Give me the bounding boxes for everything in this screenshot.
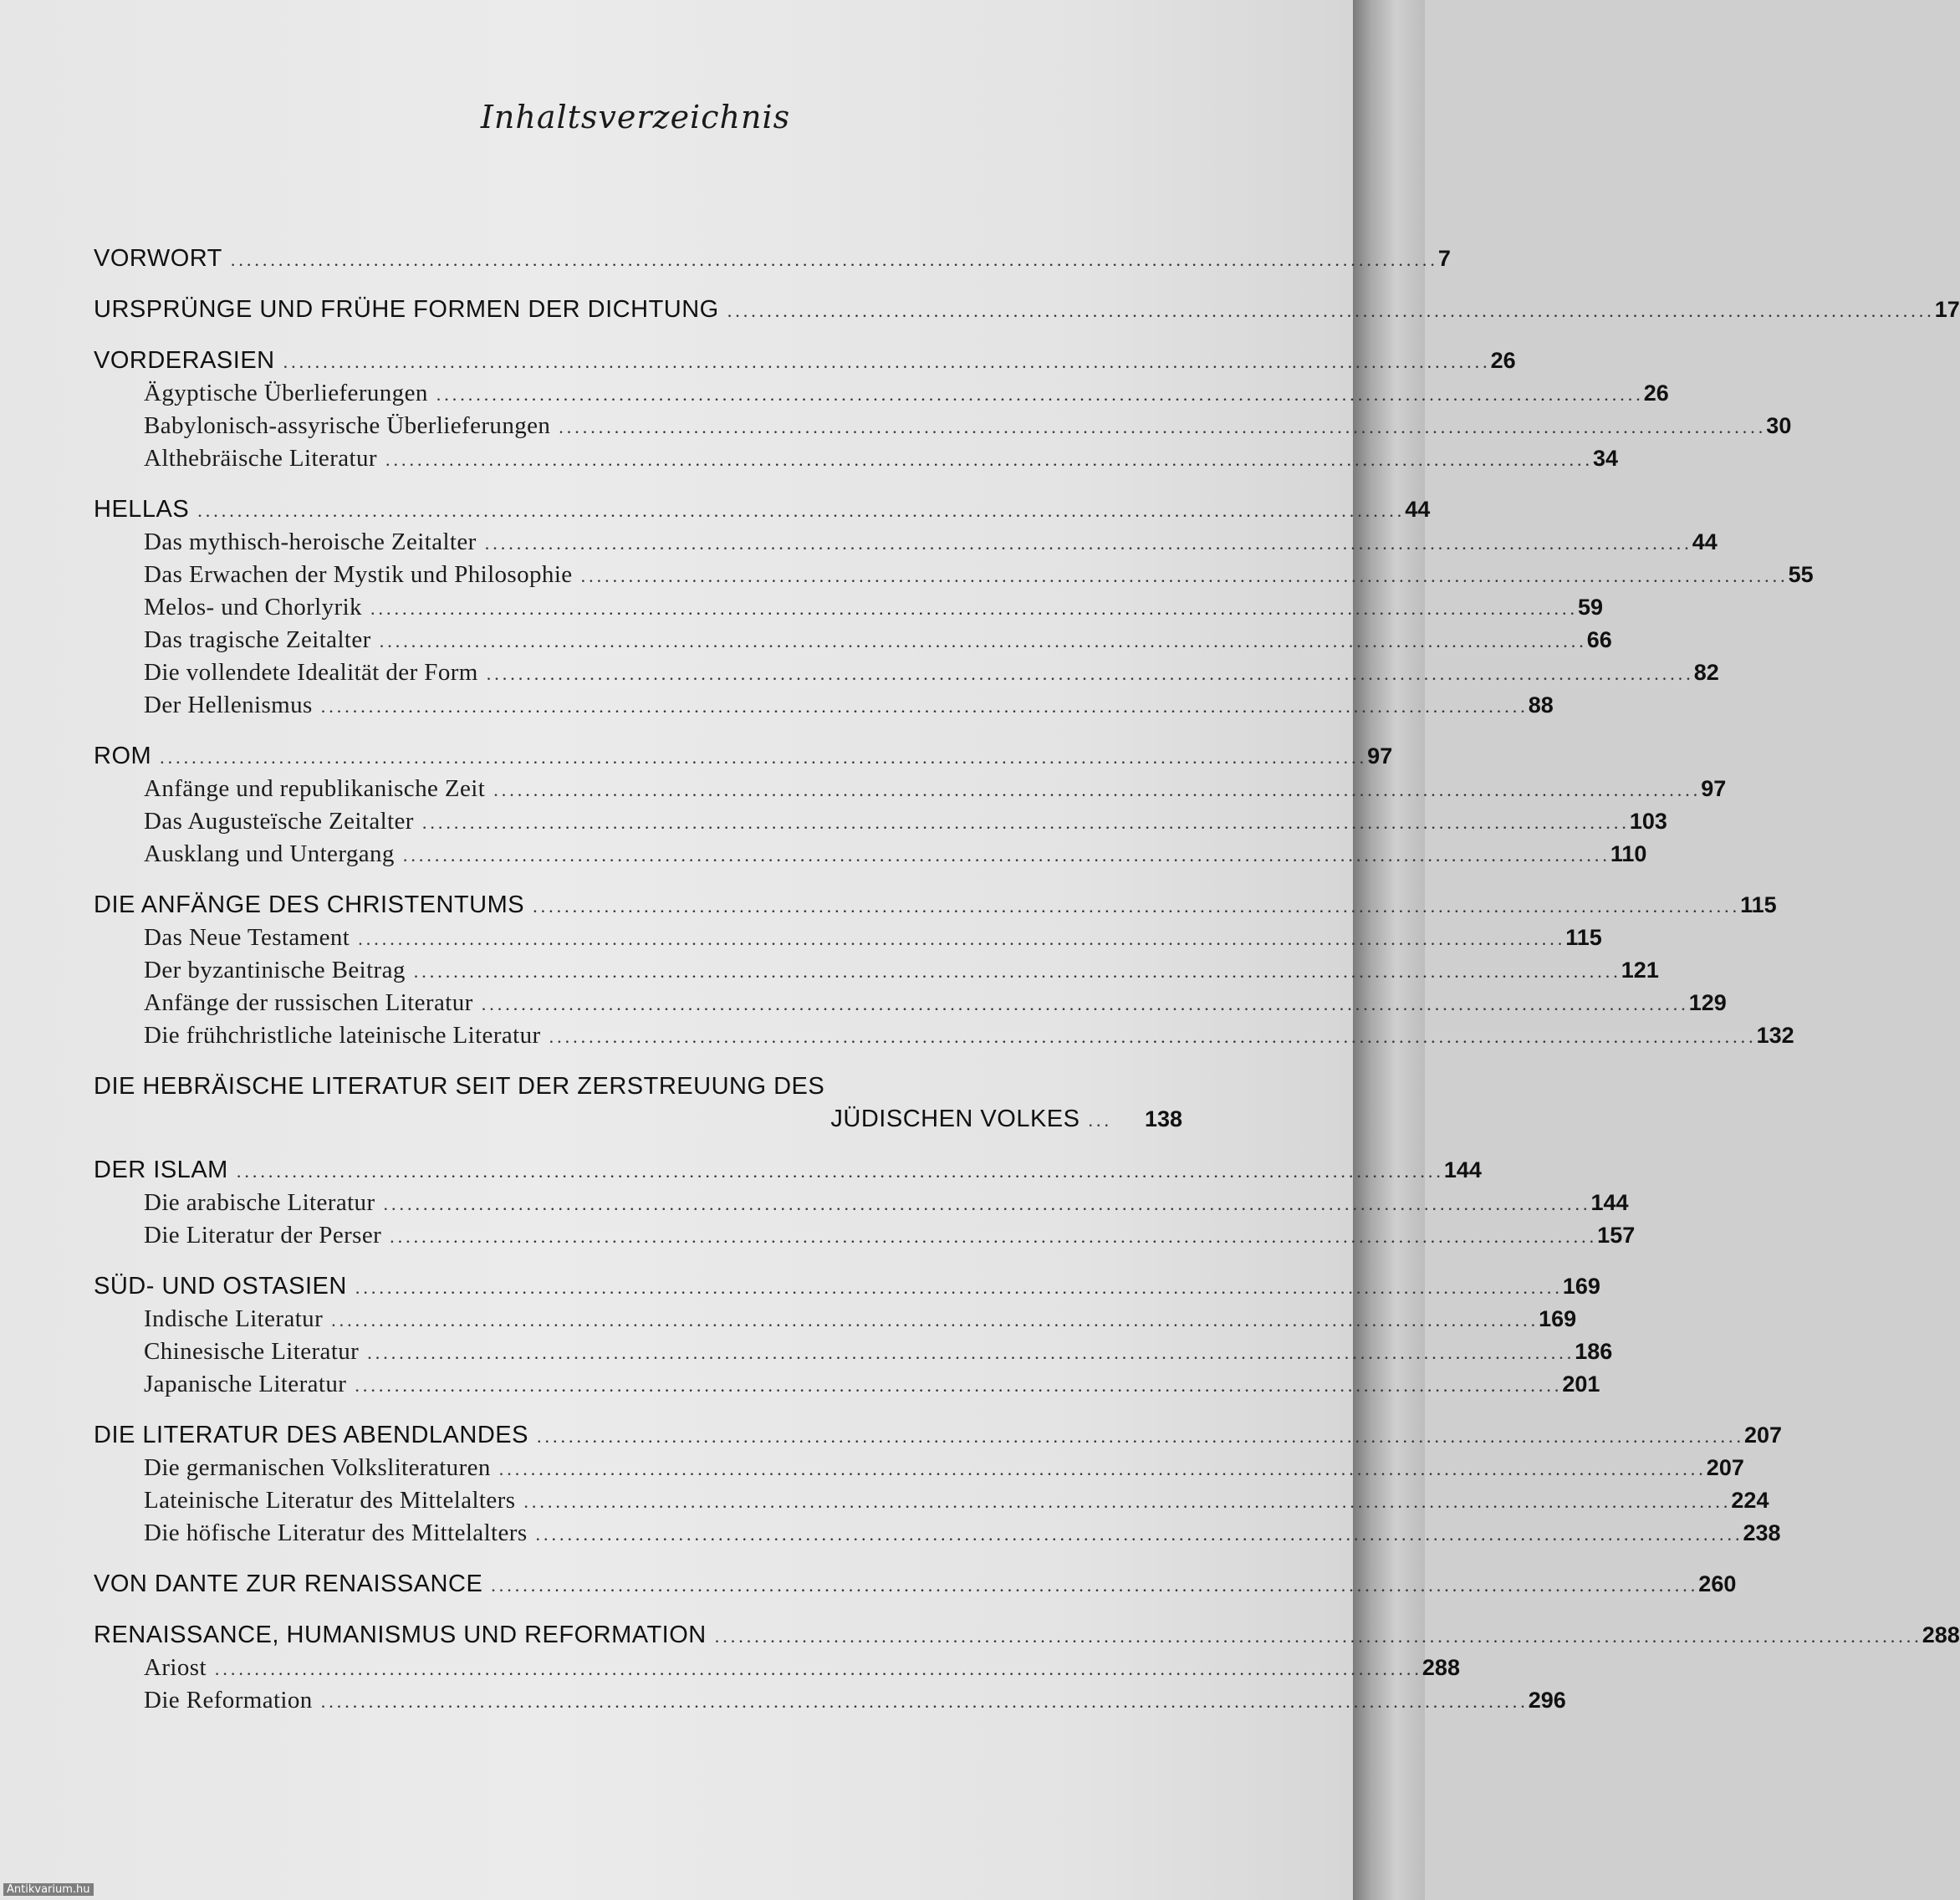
toc-entry bbox=[94, 345, 1516, 377]
dot-leader: ........................................................................................................................................................ bbox=[402, 845, 1610, 866]
subsection-title: Japanische Literatur bbox=[144, 1371, 347, 1397]
toc-section bbox=[94, 740, 1727, 871]
toc-subentry bbox=[94, 1187, 1629, 1219]
section-title: DER ISLAM bbox=[94, 1157, 228, 1183]
page-number: 169 bbox=[1562, 1274, 1600, 1299]
toc-section bbox=[94, 1070, 1182, 1136]
page-number: 26 bbox=[1490, 348, 1516, 373]
dot-leader: ........................................................................................................................................................ bbox=[283, 351, 1491, 372]
dot-leader: ........................................................................................................................................................ bbox=[385, 449, 1593, 470]
page-number: 138 bbox=[1144, 1106, 1182, 1131]
dot-leader: ........................................................................................................................................................ bbox=[160, 747, 1368, 768]
subsection-title: Anfänge der russischen Literatur bbox=[144, 989, 473, 1016]
page-number: 115 bbox=[1565, 925, 1602, 950]
toc-subentry bbox=[94, 591, 1603, 624]
page-number: 17 bbox=[1934, 297, 1960, 322]
page-number: 121 bbox=[1621, 958, 1659, 983]
toc-entry bbox=[94, 889, 1777, 922]
subsection-title: Die Literatur der Perser bbox=[144, 1222, 382, 1249]
toc-subentry bbox=[94, 1652, 1460, 1684]
subsection-title: Babylonisch-assyrische Überlieferungen bbox=[144, 412, 551, 439]
subsection-title: Die vollendete Idealität der Form bbox=[144, 659, 478, 686]
toc-subentry bbox=[94, 410, 1792, 442]
dot-leader: ........................................................................................................................................................ bbox=[331, 1310, 1539, 1331]
toc-entry bbox=[94, 243, 1451, 275]
dot-leader: ........................................................................................................................................................ bbox=[481, 993, 1689, 1014]
dot-leader: ........................................................................................................................................................ bbox=[355, 1277, 1563, 1298]
dot-leader: ........................................................................................................................................................ bbox=[536, 1426, 1744, 1447]
section-title: VORWORT bbox=[94, 245, 222, 272]
toc-section bbox=[94, 493, 1814, 722]
toc-subentry bbox=[94, 838, 1647, 871]
dot-leader: ........................................................................................................................................................ bbox=[491, 1575, 1699, 1596]
subsection-title: Die arabische Literatur bbox=[144, 1189, 375, 1216]
page-number: 132 bbox=[1756, 1023, 1794, 1048]
page-number: 207 bbox=[1706, 1455, 1744, 1480]
subsection-title: Das Augusteïsche Zeitalter bbox=[144, 808, 414, 835]
toc-subentry bbox=[94, 1336, 1613, 1368]
toc-subentry bbox=[94, 1452, 1744, 1484]
page-number: 55 bbox=[1788, 562, 1814, 587]
page-number: 201 bbox=[1562, 1371, 1600, 1397]
dot-leader: ........................................................................................................................................................ bbox=[533, 896, 1741, 917]
table-of-contents bbox=[94, 243, 1960, 1735]
dot-leader: ........................................................................................................................................................ bbox=[320, 696, 1529, 717]
dot-leader: ........................................................................................................................................................ bbox=[535, 1524, 1743, 1545]
toc-subentry bbox=[94, 1517, 1781, 1550]
page-number: 30 bbox=[1766, 413, 1792, 438]
section-title: DIE LITERATUR DES ABENDLANDES bbox=[94, 1422, 528, 1448]
page-number: 103 bbox=[1629, 809, 1667, 834]
subsection-title: Ägyptische Überlieferungen bbox=[144, 380, 428, 406]
dot-leader: ........................................................................................................................................................ bbox=[580, 565, 1789, 586]
subsection-title: Der Hellenismus bbox=[144, 692, 313, 718]
page-number: 144 bbox=[1443, 1157, 1482, 1182]
page-number: 66 bbox=[1586, 627, 1612, 652]
section-title: HELLAS bbox=[94, 496, 190, 523]
subsection-title: Anfänge und republikanische Zeit bbox=[144, 775, 486, 802]
subsection-title: Das Neue Testament bbox=[144, 924, 350, 951]
dot-leader: ........................................................................................................................................................ bbox=[559, 416, 1767, 437]
toc-entry bbox=[94, 740, 1393, 773]
dot-leader: ........................................................................................................................................................ bbox=[390, 1226, 1598, 1247]
page-title: Inhaltsverzeichnis bbox=[480, 99, 791, 135]
toc-section bbox=[94, 345, 1792, 475]
subsection-title: Indische Literatur bbox=[144, 1305, 324, 1332]
toc-subentry bbox=[94, 1303, 1577, 1336]
toc-entry-continuation bbox=[94, 1103, 1182, 1136]
page-number: 157 bbox=[1597, 1223, 1636, 1248]
subsection-title: Ausklang und Untergang bbox=[144, 840, 395, 867]
page-number: 207 bbox=[1743, 1422, 1783, 1448]
toc-section bbox=[94, 294, 1960, 326]
page-number: 296 bbox=[1528, 1688, 1566, 1713]
page-number: 115 bbox=[1740, 892, 1777, 917]
page-number: 7 bbox=[1437, 246, 1451, 271]
toc-subentry bbox=[94, 526, 1718, 559]
toc-section bbox=[94, 243, 1451, 275]
toc-subentry bbox=[94, 377, 1669, 410]
page-number: 238 bbox=[1743, 1520, 1781, 1545]
dot-leader: ........................................................................................................................................................ bbox=[421, 812, 1630, 833]
toc-section bbox=[94, 1568, 1737, 1601]
section-title: RENAISSANCE, HUMANISMUS UND REFORMATION bbox=[94, 1622, 707, 1648]
dot-leader: ........................................................................................................................................................ bbox=[197, 500, 1406, 521]
toc-section bbox=[94, 1419, 1783, 1550]
subsection-title: Die höfische Literatur des Mittelalters bbox=[144, 1519, 528, 1546]
page-number: 260 bbox=[1698, 1571, 1737, 1596]
toc-subentry bbox=[94, 1019, 1794, 1052]
dot-leader: ........................................................................................................................................................ bbox=[383, 1193, 1591, 1214]
dot-leader: ........................................................................................................................................................ bbox=[358, 928, 1566, 949]
page-number: 34 bbox=[1592, 446, 1618, 471]
page-number: 129 bbox=[1688, 990, 1727, 1015]
section-title: VON DANTE ZUR RENAISSANCE bbox=[94, 1571, 483, 1597]
toc-entry bbox=[94, 1619, 1960, 1652]
dot-leader: ........................................................................................................................................................ bbox=[498, 1458, 1707, 1479]
page-number: 288 bbox=[1422, 1655, 1460, 1680]
section-title: ROM bbox=[94, 743, 152, 769]
toc-subentry bbox=[94, 954, 1659, 987]
toc-subentry bbox=[94, 1684, 1566, 1717]
subsection-title: Althebräische Literatur bbox=[144, 445, 377, 472]
toc-entry bbox=[94, 294, 1960, 326]
page-number: 288 bbox=[1922, 1622, 1960, 1647]
dot-leader: ........................................................................................................................................................ bbox=[436, 384, 1644, 405]
dot-leader: ........................................................................................................................................................ bbox=[370, 598, 1578, 619]
toc-subentry bbox=[94, 773, 1727, 805]
toc-subentry bbox=[94, 689, 1554, 722]
dot-leader: ........................................................................................................................................................ bbox=[493, 779, 1702, 800]
page-number: 97 bbox=[1367, 743, 1393, 769]
toc-subentry bbox=[94, 987, 1727, 1019]
toc-entry bbox=[94, 1154, 1482, 1187]
subsection-title: Die Reformation bbox=[144, 1687, 313, 1714]
subsection-title: Der byzantinische Beitrag bbox=[144, 957, 406, 983]
toc-section bbox=[94, 1154, 1636, 1252]
page-number: 186 bbox=[1575, 1339, 1613, 1364]
dot-leader: ........................................................................................................................................................ bbox=[486, 663, 1694, 684]
toc-entry bbox=[94, 1270, 1600, 1303]
page-number: 59 bbox=[1577, 595, 1603, 620]
page-number: 44 bbox=[1692, 529, 1718, 554]
dot-leader: ........................................................................................................................................................ bbox=[320, 1691, 1529, 1712]
section-title: SÜD- UND OSTASIEN bbox=[94, 1273, 347, 1300]
dot-leader: ........................................................................................................................................................ bbox=[214, 1658, 1422, 1679]
subsection-title: Melos- und Chorlyrik bbox=[144, 594, 362, 621]
toc-subentry bbox=[94, 1219, 1636, 1252]
watermark: Antikvarium.hu bbox=[3, 1883, 94, 1896]
toc-subentry bbox=[94, 805, 1667, 838]
page-number: 110 bbox=[1610, 841, 1647, 866]
dot-leader: ........................................................................................................................................................ bbox=[549, 1026, 1757, 1047]
dot-leader: ........................................................................................................................................................ bbox=[523, 1491, 1732, 1512]
page-number: 82 bbox=[1693, 660, 1719, 685]
dot-leader: ........................................................................................................................................................ bbox=[230, 249, 1438, 270]
page-number: 44 bbox=[1405, 497, 1431, 522]
section-title: DIE HEBRÄISCHE LITERATUR SEIT DER ZERSTREUUNG DES bbox=[94, 1073, 825, 1100]
page-number: 169 bbox=[1539, 1306, 1577, 1331]
toc-subentry bbox=[94, 1368, 1600, 1401]
toc-subentry bbox=[94, 1484, 1769, 1517]
toc-subentry bbox=[94, 559, 1814, 591]
subsection-title: Ariost bbox=[144, 1654, 207, 1681]
dot-leader: ........................................................................................................................................................ bbox=[413, 961, 1621, 982]
dot-leader: ........................................................................................................................................................ bbox=[379, 631, 1587, 651]
page-number: 97 bbox=[1701, 776, 1727, 801]
section-title: VORDERASIEN bbox=[94, 347, 275, 374]
toc-section bbox=[94, 1619, 1960, 1717]
toc-section bbox=[94, 889, 1794, 1052]
section-title: URSPRÜNGE UND FRÜHE FORMEN DER DICHTUNG bbox=[94, 296, 719, 323]
toc-subentry bbox=[94, 922, 1602, 954]
toc-entry bbox=[94, 1568, 1737, 1601]
toc-subentry bbox=[94, 624, 1612, 656]
toc-section bbox=[94, 1270, 1613, 1401]
toc-entry bbox=[94, 1419, 1783, 1452]
toc-subentry bbox=[94, 442, 1618, 475]
toc-entry bbox=[94, 493, 1431, 526]
dot-leader: ........................................................................................................................................................ bbox=[714, 1626, 1922, 1647]
subsection-title: Das mythisch-heroische Zeitalter bbox=[144, 529, 477, 555]
dot-leader: ... bbox=[1088, 1110, 1112, 1131]
page-number: 26 bbox=[1643, 381, 1669, 406]
section-title-continuation: JÜDISCHEN VOLKES bbox=[830, 1106, 1080, 1132]
subsection-title: Das tragische Zeitalter bbox=[144, 626, 371, 653]
page-number: 224 bbox=[1731, 1488, 1769, 1513]
page-number: 144 bbox=[1590, 1190, 1629, 1215]
subsection-title: Lateinische Literatur des Mittelalters bbox=[144, 1487, 516, 1514]
toc-subentry bbox=[94, 656, 1719, 689]
section-title: DIE ANFÄNGE DES CHRISTENTUMS bbox=[94, 891, 525, 918]
subsection-title: Chinesische Literatur bbox=[144, 1338, 360, 1365]
dot-leader: ........................................................................................................................................................ bbox=[236, 1161, 1444, 1182]
subsection-title: Die germanischen Volksliteraturen bbox=[144, 1454, 491, 1481]
dot-leader: ........................................................................................................................................................ bbox=[484, 533, 1692, 554]
dot-leader: ........................................................................................................................................................ bbox=[367, 1342, 1575, 1363]
dot-leader: ........................................................................................................................................................ bbox=[355, 1375, 1563, 1396]
page-number: 88 bbox=[1528, 692, 1554, 718]
subsection-title: Die frühchristliche lateinische Literatur bbox=[144, 1022, 541, 1049]
subsection-title: Das Erwachen der Mystik und Philosophie bbox=[144, 561, 573, 588]
dot-leader: ........................................................................................................................................................ bbox=[727, 300, 1935, 321]
